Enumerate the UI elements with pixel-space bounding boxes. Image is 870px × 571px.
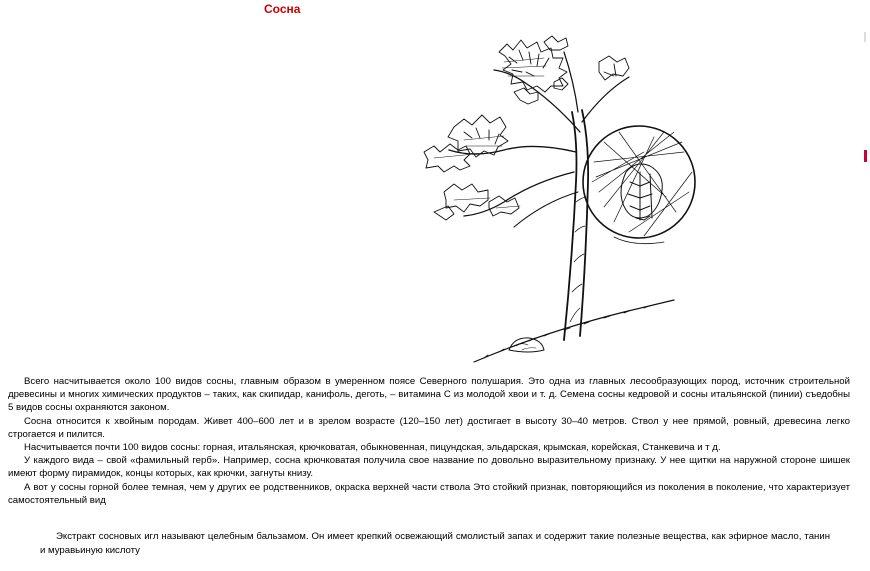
extract-paragraph: Экстракт сосновых игл называют целебным бальзамом. Он имеет крепкий освежающий смолистый запах и содержит такие полезные вещества, как эфирное масло, танин и муравьиную кислоту [40, 531, 830, 556]
edge-marker [864, 150, 867, 162]
paragraph-lifespan: Сосна относится к хвойным породам. Живет 400–600 лет и в зрелом возрасте (120–150 лет) достигает в высоту 30–40 метров. Ствол у нее прямой, ровный, древесина легко строгается и пилится. [8, 415, 850, 440]
pine-tree-illustration [404, 32, 710, 372]
article-body [8, 375, 850, 507]
page-title: Сосна [264, 2, 301, 16]
paragraph-overview: Всего насчитывается около 100 видов сосны, главным образом в умеренном поясе Северного полушария. Это одна из главных лесообразующих пород, источник строительной древесины и многих химических продуктов – таких, как скипидар, канифоль, деготь, – витамина С из молодой хвои и т. д. Семена сосны кедровой и сосны итальянской (пинии) съедобны 5 видов сосны охраняются законом. [8, 376, 850, 414]
paragraph-mountain-pine: А вот у сосны горной более темная, чем у других ее родственников, окраска верхней части ствола Это стойкий признак, повторяющийся из поколения в поколение, что характеризует самостоятельный вид [8, 481, 850, 506]
edge-marker-top [864, 32, 866, 42]
paragraph-species: Насчитывается почти 100 видов сосны: горная, итальянская, крючковатая, обыкновенная, пицундская, эльдарская, крымская, корейская, Станкевича и т д. [24, 442, 721, 454]
paragraph-coat-of-arms: У каждого вида – свой «фамильный герб». Например, сосна крючковатая получила свое название по довольно выразительному признаку. У нее щитки на наружной стороне шишек имеют форму пирамидок, концы которых, как крючки, загнуты книзу. [8, 455, 850, 480]
